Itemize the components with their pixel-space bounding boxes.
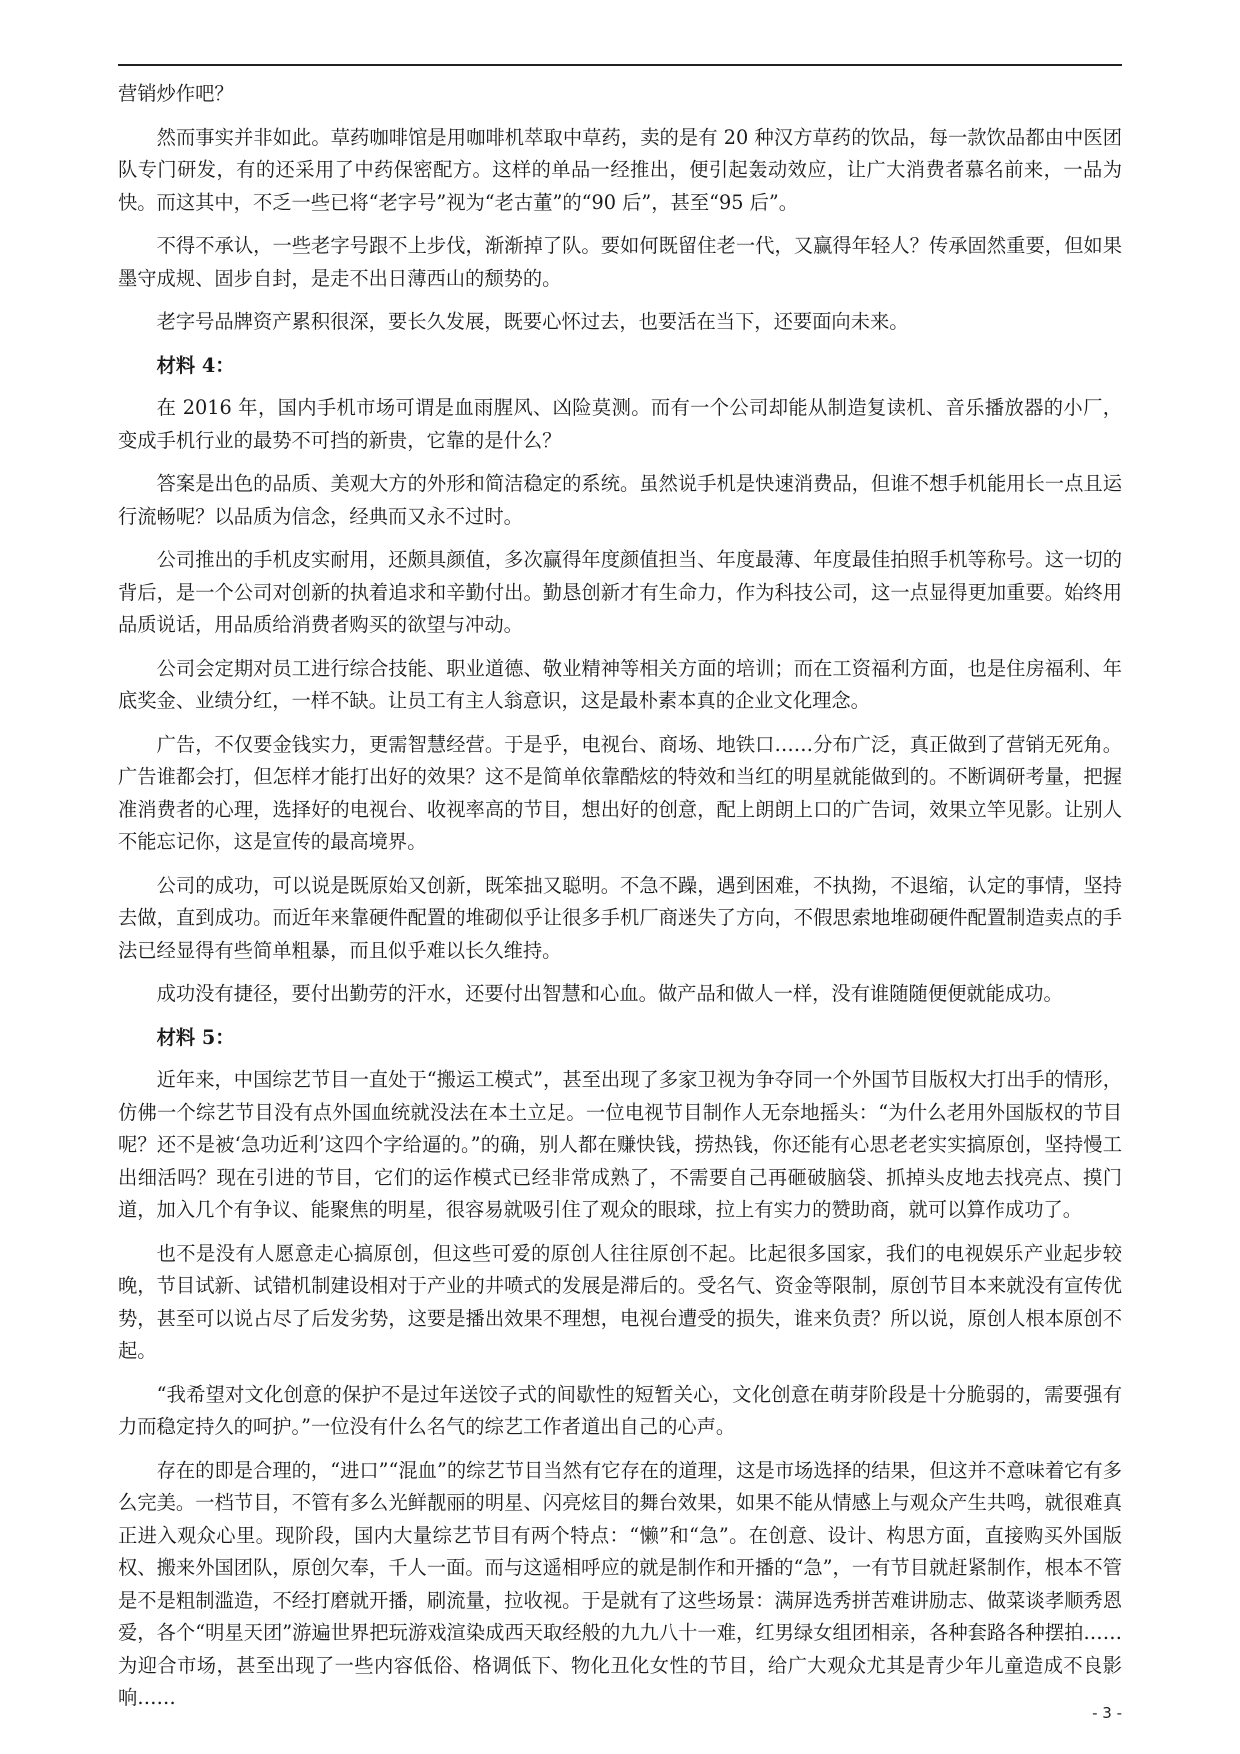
paragraph: 不得不承认，一些老字号跟不上步伐，渐渐掉了队。要如何既留住老一代，又赢得年轻人？传承固然重要，但如果墨守成规、固步自封，是走不出日薄西山的颓势的。	[118, 234, 1122, 290]
paragraph: 在 2016 年，国内手机市场可谓是血雨腥风、凶险莫测。而有一个公司却能从制造复读机、音乐播放器的小厂，变成手机行业的最势不可挡的新贵，它靠的是什么？	[118, 396, 1122, 452]
paragraph: 然而事实并非如此。草药咖啡馆是用咖啡机萃取中草药，卖的是有 20 种汉方草药的饮品，每一款饮品都由中医团队专门研发，有的还采用了中药保密配方。这样的单品一经推出，便引起轰动效应，让广大消费者慕名前来，一品为快。而这其中，不乏一些已将“老字号”视为“老古董”的“90 后”，甚至“95 后”。	[118, 125, 1122, 214]
section-heading-material-5: 材料 5：	[156, 1025, 235, 1049]
paragraph: 公司的成功，可以说是既原始又创新，既笨拙又聪明。不急不躁，遇到困难，不执拗，不退缩，认定的事情，坚持去做，直到成功。而近年来靠硬件配置的堆砌似乎让很多手机厂商迷失了方向，不假思索地堆砌硬件配置制造卖点的手法已经显得有些简单粗暴，而且似乎难以长久维持。	[118, 873, 1122, 962]
paragraph: 成功没有捷径，要付出勤劳的汗水，还要付出智慧和心血。做产品和做人一样，没有谁随随便便就能成功。	[156, 982, 1063, 1005]
section-heading-material-4: 材料 4：	[156, 353, 235, 377]
paragraph: 老字号品牌资产累积很深，要长久发展，既要心怀过去，也要活在当下，还要面向未来。	[156, 310, 909, 333]
page-number: - 3 -	[1092, 1704, 1122, 1722]
paragraph: 广告，不仅要金钱实力，更需智慧经营。于是乎，电视台、商场、地铁口……分布广泛，真正做到了营销无死角。广告谁都会打，但怎样才能打出好的效果？这不是简单依靠酷炫的特效和当红的明星就能做到的。不断调研考量，把握准消费者的心理，选择好的电视台、收视率高的节目，想出好的创意，配上朗朗上口的广告词，效果立竿见影。让别人不能忘记你，这是宣传的最高境界。	[118, 732, 1122, 853]
document-body	[118, 78, 1122, 1726]
paragraph: 公司推出的手机皮实耐用，还颇具颜值，多次赢得年度颜值担当、年度最薄、年度最佳拍照手机等称号。这一切的背后，是一个公司对创新的执着追求和辛勤付出。勤恳创新才有生命力，作为科技公司，这一点显得更加重要。始终用品质说话，用品质给消费者购买的欲望与冲动。	[118, 548, 1122, 636]
paragraph: “我希望对文化创意的保护不是过年送饺子式的间歇性的短暂关心，文化创意在萌芽阶段是十分脆弱的，需要强有力而稳定持久的呵护。”一位没有什么名气的综艺工作者道出自己的心声。	[118, 1382, 1122, 1438]
paragraph: 存在的即是合理的，“进口”“混血”的综艺节目当然有它存在的道理，这是市场选择的结果，但这并不意味着它有多么完美。一档节目，不管有多么光鲜靓丽的明星、闪亮炫目的舞台效果，如果不能从情感上与观众产生共鸣，就很难真正进入观众心里。现阶段，国内大量综艺节目有两个特点：“懒”和“急”。在创意、设计、构思方面，直接购买外国版权、搬来外国团队，原创欠奉，千人一面。而与这遥相呼应的就是制作和开播的“急”，一有节目就赶紧制作，根本不管是不是粗制滥造，不经打磨就开播，刷流量，拉收视。于是就有了这些场景：满屏选秀拼苦难讲励志、做菜谈孝顺秀恩爱，各个“明星天团”游遍世界把玩游戏渲染成西天取经般的九九八十一难，红男绿女组团相亲，各种套路各种摆拍……为迎合市场，甚至出现了一些内容低俗、格调低下、物化丑化女性的节目，给广大观众尤其是青少年儿童造成不良影响……	[118, 1458, 1122, 1709]
paragraph: 答案是出色的品质、美观大方的外形和简洁稳定的系统。虽然说手机是快速消费品，但谁不想手机能用长一点且运行流畅呢？以品质为信念，经典而又永不过时。	[118, 472, 1122, 528]
header-rule	[118, 64, 1122, 66]
paragraph: 近年来，中国综艺节目一直处于“搬运工模式”，甚至出现了多家卫视为争夺同一个外国节目版权大打出手的情形，仿佛一个综艺节目没有点外国血统就没法在本土立足。一位电视节目制作人无奈地摇头：“为什么老用外国版权的节目呢？还不是被‘急功近利’这四个字给逼的。”的确，别人都在赚快钱，捞热钱，你还能有心思老老实实搞原创，坚持慢工出细活吗？现在引进的节目，它们的运作模式已经非常成熟了，不需要自己再砸破脑袋、抓掉头皮地去找亮点、摸门道，加入几个有争议、能聚焦的明星，很容易就吸引住了观众的眼球，拉上有实力的赞助商，就可以算作成功了。	[118, 1068, 1122, 1221]
paragraph: 公司会定期对员工进行综合技能、职业道德、敬业精神等相关方面的培训；而在工资福利方面，也是住房福利、年底奖金、业绩分红，一样不缺。让员工有主人翁意识，这是最朴素本真的企业文化理念。	[118, 656, 1122, 712]
paragraph: 也不是没有人愿意走心搞原创，但这些可爱的原创人往往原创不起。比起很多国家，我们的电视娱乐产业起步较晚，节目试新、试错机制建设相对于产业的井喷式的发展是滞后的。受名气、资金等限制，原创节目本来就没有宣传优势，甚至可以说占尽了后发劣势，这要是播出效果不理想，电视台遭受的损失，谁来负责？所以说，原创人根本原创不起。	[118, 1241, 1122, 1362]
paragraph: 营销炒作吧？	[118, 82, 234, 105]
